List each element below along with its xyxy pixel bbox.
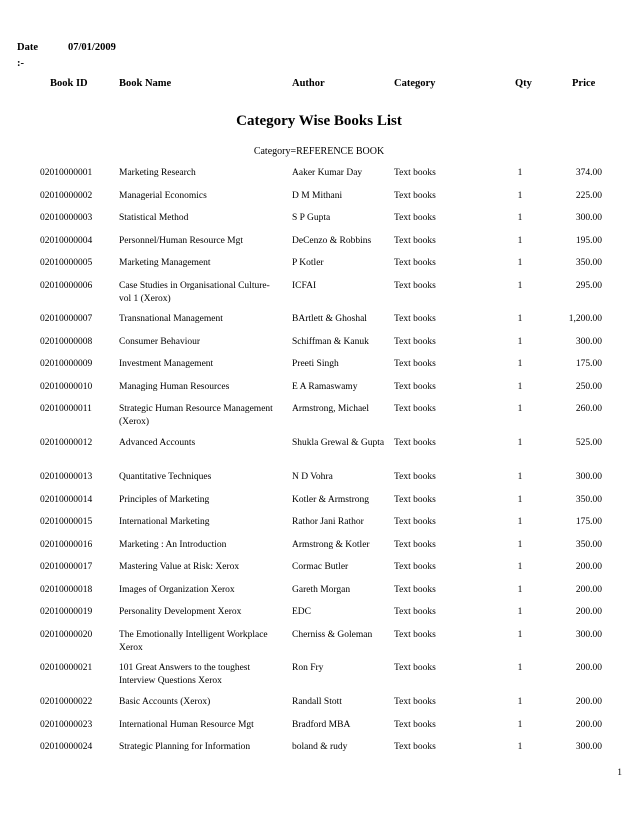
book-id: 02010000004: [40, 236, 93, 246]
book-name: Mastering Value at Risk: Xerox: [119, 562, 240, 572]
book-price: 200.00: [575, 720, 602, 730]
book-qty: 1: [517, 314, 523, 324]
book-price: 200.00: [575, 607, 602, 617]
book-category: Text books: [394, 540, 436, 550]
book-price: 350.00: [575, 495, 602, 505]
book-category: Text books: [394, 472, 436, 482]
book-id: 02010000023: [40, 720, 93, 730]
col-header-book-name: Book Name: [119, 78, 172, 89]
book-id: 02010000016: [40, 540, 93, 550]
book-price: 374.00: [575, 168, 602, 178]
book-qty: 1: [517, 359, 523, 369]
book-id: 02010000005: [40, 258, 93, 268]
book-price: 300.00: [575, 213, 602, 223]
book-author: N D Vohra: [292, 472, 333, 482]
book-id: 02010000011: [40, 404, 92, 414]
book-name: Managerial Economics: [119, 191, 207, 201]
book-author: DeCenzo & Robbins: [292, 236, 372, 246]
book-author: Aaker Kumar Day: [292, 168, 363, 178]
book-price: 350.00: [575, 540, 602, 550]
book-price: 525.00: [575, 438, 602, 448]
book-category: Text books: [394, 630, 436, 640]
book-id: 02010000017: [40, 562, 93, 572]
book-price: 195.00: [575, 236, 602, 246]
book-price: 295.00: [575, 281, 602, 291]
book-author: Armstrong & Kotler: [292, 540, 370, 550]
col-header-qty: Qty: [515, 78, 532, 89]
book-qty: 1: [517, 585, 523, 595]
book-name: Strategic Human Resource Management (Xerox): [119, 404, 273, 427]
book-author: ICFAI: [292, 281, 317, 291]
book-category: Text books: [394, 337, 436, 347]
book-qty: 1: [517, 630, 523, 640]
book-qty: 1: [517, 697, 523, 707]
book-qty: 1: [517, 281, 523, 291]
book-name: Statistical Method: [119, 213, 189, 223]
book-category: Text books: [394, 314, 436, 324]
book-id: 02010000024: [40, 742, 93, 752]
book-qty: 1: [517, 495, 523, 505]
date-label: Date: [17, 42, 38, 53]
book-name: Marketing Management: [119, 258, 211, 268]
book-name: Transnational Management: [119, 314, 223, 324]
book-author: EDC: [292, 607, 311, 617]
book-price: 260.00: [575, 404, 602, 414]
book-name: Strategic Planning for Information: [119, 742, 251, 752]
book-price: 250.00: [575, 382, 602, 392]
book-author: Cormac Butler: [292, 562, 349, 572]
book-author: Gareth Morgan: [292, 585, 351, 595]
book-price: 300.00: [575, 742, 602, 752]
book-category: Text books: [394, 517, 436, 527]
book-price: 1,200.00: [568, 314, 602, 324]
book-price: 300.00: [575, 472, 602, 482]
book-category: Text books: [394, 258, 436, 268]
book-name: Images of Organization Xerox: [119, 585, 235, 595]
book-id: 02010000010: [40, 382, 93, 392]
book-category: Text books: [394, 697, 436, 707]
book-qty: 1: [517, 337, 523, 347]
book-qty: 1: [517, 540, 523, 550]
book-id: 02010000012: [40, 438, 93, 448]
book-author: Cherniss & Goleman: [292, 630, 373, 640]
book-qty: 1: [517, 720, 523, 730]
book-id: 02010000006: [40, 281, 93, 291]
book-qty: 1: [517, 607, 523, 617]
book-price: 175.00: [575, 359, 602, 369]
book-category: Text books: [394, 168, 436, 178]
book-qty: 1: [517, 562, 523, 572]
book-name: Quantitative Techniques: [119, 472, 212, 482]
book-category: Text books: [394, 359, 436, 369]
book-author: Randall Stott: [292, 697, 342, 707]
book-qty: 1: [517, 742, 523, 752]
book-qty: 1: [517, 517, 523, 527]
book-author: P Kotler: [292, 258, 324, 268]
book-name: Investment Management: [119, 359, 214, 369]
book-id: 02010000002: [40, 191, 93, 201]
book-name: The Emotionally Intelligent Workplace Xerox: [119, 630, 268, 653]
book-author: S P Gupta: [292, 213, 331, 223]
col-header-author: Author: [292, 78, 325, 89]
book-price: 200.00: [575, 585, 602, 595]
book-name: Case Studies in Organisational Culture-vol 1 (Xerox): [119, 281, 270, 304]
book-author: Preeti Singh: [292, 359, 339, 369]
book-category: Text books: [394, 562, 436, 572]
book-price: 200.00: [575, 562, 602, 572]
book-qty: 1: [517, 258, 523, 268]
book-id: 02010000009: [40, 359, 93, 369]
book-category: Text books: [394, 213, 436, 223]
report-date: 07/01/2009: [68, 42, 116, 53]
book-id: 02010000007: [40, 314, 93, 324]
book-name: Principles of Marketing: [119, 495, 210, 505]
book-price: 225.00: [575, 191, 602, 201]
book-id: 02010000003: [40, 213, 93, 223]
book-name: International Marketing: [119, 517, 210, 527]
page-number: 1: [617, 768, 622, 778]
book-name: Advanced Accounts: [119, 438, 196, 448]
book-qty: 1: [517, 236, 523, 246]
book-author: Ron Fry: [292, 663, 324, 673]
book-category: Text books: [394, 663, 436, 673]
book-author: Armstrong, Michael: [292, 404, 370, 414]
col-header-book-id: Book ID: [50, 78, 88, 89]
book-author: Shukla Grewal & Gupta: [292, 438, 385, 448]
book-author: BArtlett & Ghoshal: [292, 314, 367, 324]
book-price: 175.00: [575, 517, 602, 527]
book-name: Marketing : An Introduction: [119, 540, 227, 550]
book-author: D M Mithani: [292, 191, 343, 201]
book-category: Text books: [394, 281, 436, 291]
book-qty: 1: [517, 404, 523, 414]
book-category: Text books: [394, 720, 436, 730]
book-qty: 1: [517, 438, 523, 448]
book-category: Text books: [394, 585, 436, 595]
book-name: Personality Development Xerox: [119, 607, 242, 617]
book-author: Rathor Jani Rathor: [292, 517, 364, 527]
report-title: Category Wise Books List: [236, 113, 402, 129]
col-header-category: Category: [394, 78, 436, 89]
book-id: 02010000001: [40, 168, 93, 178]
book-author: Schiffman & Kanuk: [292, 337, 369, 347]
book-category: Text books: [394, 382, 436, 392]
book-id: 02010000014: [40, 495, 93, 505]
book-name: 101 Great Answers to the toughest Interview Questions Xerox: [119, 663, 251, 686]
date-separator: :-: [17, 58, 24, 69]
book-name: Personnel/Human Resource Mgt: [119, 236, 244, 246]
book-price: 200.00: [575, 697, 602, 707]
book-category: Text books: [394, 438, 436, 448]
book-name: Basic Accounts (Xerox): [119, 697, 211, 707]
book-id: 02010000020: [40, 630, 93, 640]
book-author: E A Ramaswamy: [292, 382, 358, 392]
book-id: 02010000013: [40, 472, 93, 482]
book-category: Text books: [394, 607, 436, 617]
book-price: 300.00: [575, 337, 602, 347]
book-id: 02010000022: [40, 697, 93, 707]
book-id: 02010000021: [40, 663, 93, 673]
book-id: 02010000018: [40, 585, 93, 595]
book-name: International Human Resource Mgt: [119, 720, 254, 730]
book-id: 02010000019: [40, 607, 93, 617]
book-category: Text books: [394, 495, 436, 505]
book-id: 02010000015: [40, 517, 93, 527]
book-qty: 1: [517, 168, 523, 178]
book-name: Managing Human Resources: [119, 382, 230, 392]
book-qty: 1: [517, 213, 523, 223]
book-category: Text books: [394, 191, 436, 201]
book-qty: 1: [517, 472, 523, 482]
report-subtitle: Category=REFERENCE BOOK: [253, 146, 385, 157]
book-name: Consumer Behaviour: [119, 337, 201, 347]
book-category: Text books: [394, 742, 436, 752]
book-qty: 1: [517, 382, 523, 392]
book-author: boland & rudy: [292, 742, 348, 752]
book-qty: 1: [517, 663, 523, 673]
book-author: Kotler & Armstrong: [292, 495, 370, 505]
book-price: 200.00: [575, 663, 602, 673]
book-category: Text books: [394, 404, 436, 414]
book-qty: 1: [517, 191, 523, 201]
book-name: Marketing Research: [119, 168, 196, 178]
book-price: 350.00: [575, 258, 602, 268]
book-author: Bradford MBA: [292, 720, 351, 730]
book-price: 300.00: [575, 630, 602, 640]
book-category: Text books: [394, 236, 436, 246]
col-header-price: Price: [572, 78, 596, 89]
book-id: 02010000008: [40, 337, 93, 347]
